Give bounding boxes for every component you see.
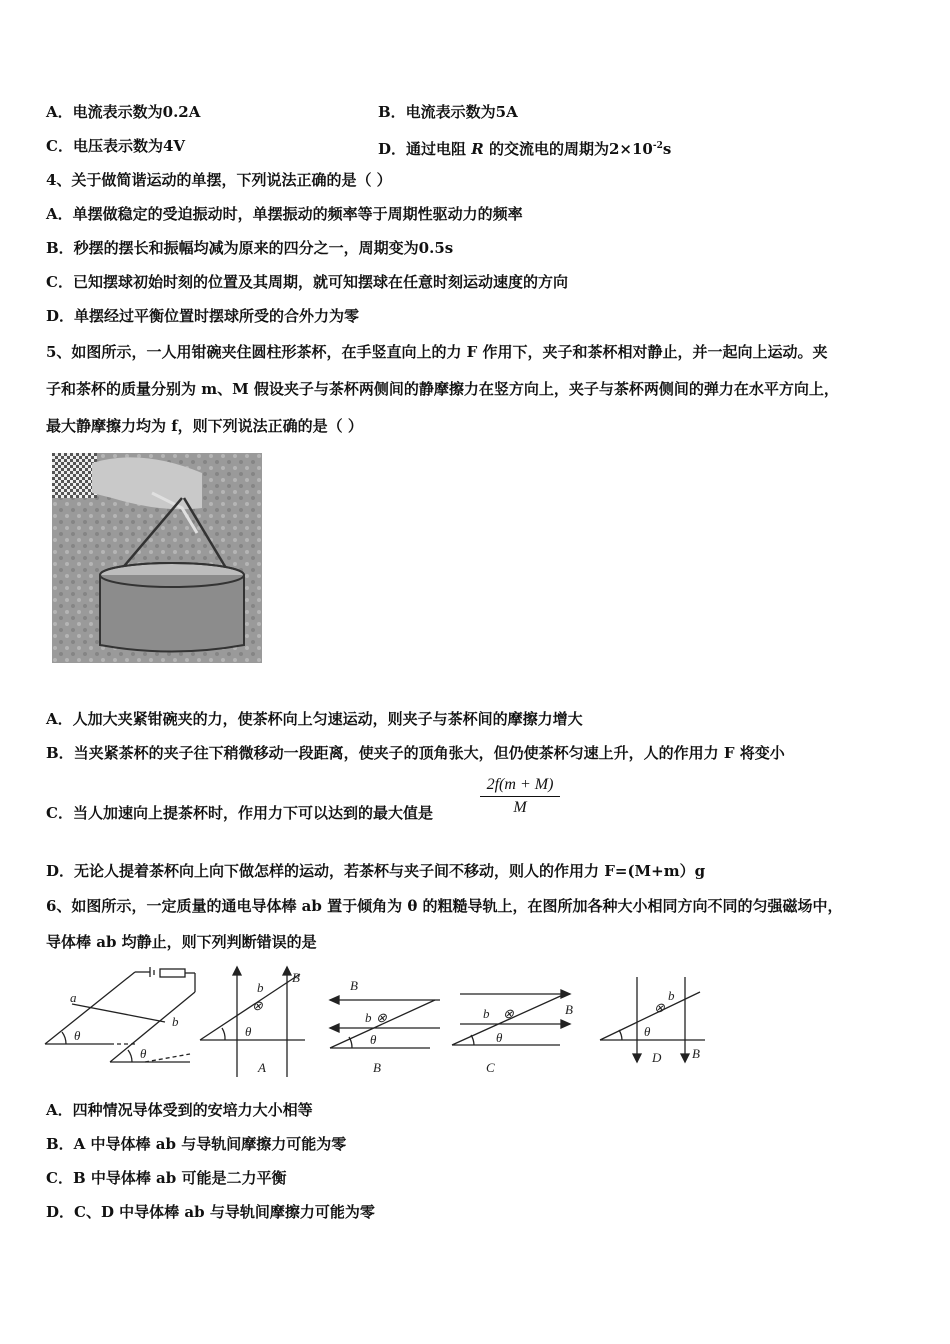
cross-figb: ⊗ [376,1010,387,1025]
q3-option-d: D．通过电阻 R 的交流电的周期为$2\times 10^{-2}s$ [378,140,672,158]
q6-option-a: A．四种情况导体受到的安培力大小相等 [46,1101,313,1119]
q6-option-d: D．C、D 中导体棒 ab 与导轨间摩擦力可能为零 [46,1203,375,1221]
label-theta-1: θ [74,1028,81,1043]
q5-stem-line2: 子和茶杯的质量分别为 m、M 假设夹子与茶杯两侧间的静摩擦力在竖方向上，夹子与茶杯两侧间的弹力在水平方向上， [46,380,839,398]
q3-option-c: C．电压表示数为4V [46,137,186,155]
cross-figc: ⊗ [503,1006,514,1021]
clamp-cup-photo [52,453,262,663]
label-field-figd: B [692,1046,700,1061]
label-field-figa: B [292,970,300,985]
q6-stem-line2: 导体棒 ab 均静止，则下列判断错误的是 [46,933,317,951]
label-b-figb: b [365,1010,372,1025]
q5-option-a: A．人加大夹紧钳碗夹的力，使茶杯向上匀速运动，则夹子与茶杯间的摩擦力增大 [46,710,583,728]
caption-figb: B [373,1060,381,1075]
q5-option-c-fraction [480,776,560,817]
q3-option-b: B．电流表示数为5A [378,103,518,121]
caption-figd: D [652,1050,662,1065]
cross-figa: ⊗ [252,998,263,1013]
q5-option-d: D．无论人提着茶杯向上向下做怎样的运动，若茶杯与夹子间不移动，则人的作用力 F=(M+m）g [46,862,706,880]
label-field-figc: B [565,1002,573,1017]
fraction-denominator: M [513,799,527,816]
q3-option-a: A．电流表示数为0.2A [46,103,201,121]
fraction-numerator: 2f(m + M) [480,776,560,797]
q4-stem: 4、关于做简谐运动的单摆，下列说法正确的是（ ） [46,171,392,189]
label-b-figc: b [483,1006,490,1021]
label-theta-figc: θ [496,1030,503,1045]
label-b: b [172,1014,179,1029]
caption-figc: C [486,1060,495,1075]
label-b-figd: b [668,988,675,1003]
caption-figa: A [258,1060,266,1075]
cross-figd: ⊗ [654,1000,665,1015]
q4-option-a: A．单摆做稳定的受迫振动时，单摆振动的频率等于周期性驱动力的频率 [46,205,523,223]
q5-option-b: B．当夹紧茶杯的夹子往下稍微移动一段距离，使夹子的顶角张大，但仍使茶杯匀速上升，人的作用力 F 将变小 [46,744,785,762]
q4-option-c: C．已知摆球初始时刻的位置及其周期，就可知摆球在任意时刻运动速度的方向 [46,273,568,291]
q6-figures [40,962,720,1082]
label-b-figa: b [257,980,264,995]
label-theta-figb: θ [370,1032,377,1047]
q6-option-b: B．A 中导体棒 ab 与导轨间摩擦力可能为零 [46,1135,347,1153]
q4-option-b: B．秒摆的摆长和振幅均减为原来的四分之一，周期变为0.5s [46,239,454,257]
fig-a [200,967,305,1077]
q5-stem-line1: 5、如图所示，一人用钳碗夹住圆柱形茶杯，在手竖直向上的力 F 作用下，夹子和茶杯相对静止，并一起向上运动。夹 [46,343,828,361]
label-theta-figd: θ [644,1024,651,1039]
label-a: a [70,990,77,1005]
q6-stem-line1: 6、如图所示，一定质量的通电导体棒 ab 置于倾角为 θ 的粗糙导轨上，在图所加各种大小相同方向不同的匀强磁场中， [46,897,843,915]
label-theta-figa: θ [245,1024,252,1039]
label-field-figb: B [350,978,358,993]
q5-option-c: C．当人加速向上提茶杯时，作用力下可以达到的最大值是 [46,804,433,822]
q4-option-d: D．单摆经过平衡位置时摆球所受的合外力为零 [46,307,360,325]
label-theta-2: θ [140,1046,147,1061]
q6-option-c: C．B 中导体棒 ab 可能是二力平衡 [46,1169,287,1187]
q5-stem-line3: 最大静摩擦力均为 f，则下列说法正确的是（ ） [46,417,363,435]
